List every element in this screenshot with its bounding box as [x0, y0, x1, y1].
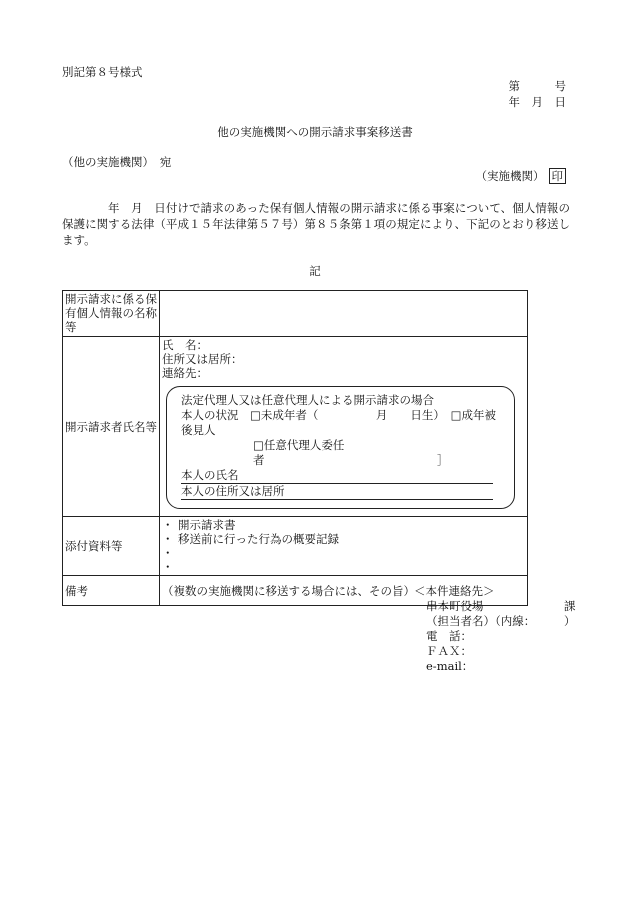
document-number: 第 号	[508, 79, 566, 93]
contact-person: （担当者名）（内線： ）	[426, 614, 576, 628]
requester-address: 住所又は居所：	[162, 352, 243, 366]
sender	[476, 168, 567, 184]
agent-box	[166, 386, 515, 509]
page-title: 他の実施機関への開示請求事案移送書	[217, 125, 413, 139]
info-name-label: 開示請求に係る保有個人情報の名称等	[63, 291, 160, 337]
agent-status-2: □任意代理人委任者 ］	[253, 438, 449, 467]
agent-status: 本人の状況 □未成年者（ 月 日生） □成年被後見人	[181, 408, 496, 437]
contact-tel: 電 話：	[426, 629, 472, 643]
list-item: ・ 移送前に行った行為の概要記録	[162, 532, 339, 546]
remarks-label: 備考	[63, 576, 160, 606]
ki-heading: 記	[309, 264, 321, 278]
sender-label: （実施機関）	[475, 169, 545, 183]
contact-heading: ＜本件連絡先＞	[414, 584, 495, 598]
requester-name: 氏 名：	[162, 338, 208, 352]
attachments-label: 添付資料等	[63, 517, 160, 576]
principal-address: 本人の住所又は居所	[181, 484, 493, 500]
contact-email: e-mail：	[426, 659, 474, 673]
table-row	[63, 291, 528, 337]
list-item: ・	[162, 560, 174, 574]
requester-contact: 連絡先：	[162, 366, 208, 380]
remarks-value: （複数の実施機関に移送する場合には、その旨）	[160, 576, 528, 606]
attachments-list	[160, 517, 528, 576]
agent-heading: 法定代理人又は任意代理人による開示請求の場合	[181, 393, 434, 407]
addressee: （他の実施機関） 宛	[62, 155, 172, 169]
list-item: ・ 開示請求書	[162, 518, 236, 532]
requester-details	[160, 337, 528, 517]
contact-office: 串本町役場 課	[426, 599, 576, 613]
contact-block	[414, 584, 576, 674]
document-date: 年 月 日	[508, 95, 566, 109]
principal-name: 本人の氏名	[181, 468, 493, 484]
table-row	[63, 517, 528, 576]
info-name-value	[160, 291, 528, 337]
contact-fax: ＦＡＸ：	[426, 644, 472, 658]
requester-label: 開示請求者氏名等	[63, 337, 160, 517]
detail-table	[62, 290, 528, 606]
table-row	[63, 337, 528, 517]
body-paragraph: 年 月 日付けで請求のあった保有個人情報の開示請求に係る事案について、個人情報の保護に関する法律（平成１５年法律第５７号）第８５条第１項の規定により、下記のとおり移送します。	[62, 201, 570, 247]
form-id: 別記第８号様式	[62, 65, 143, 79]
seal-mark: 印	[549, 168, 567, 184]
list-item: ・	[162, 546, 174, 560]
